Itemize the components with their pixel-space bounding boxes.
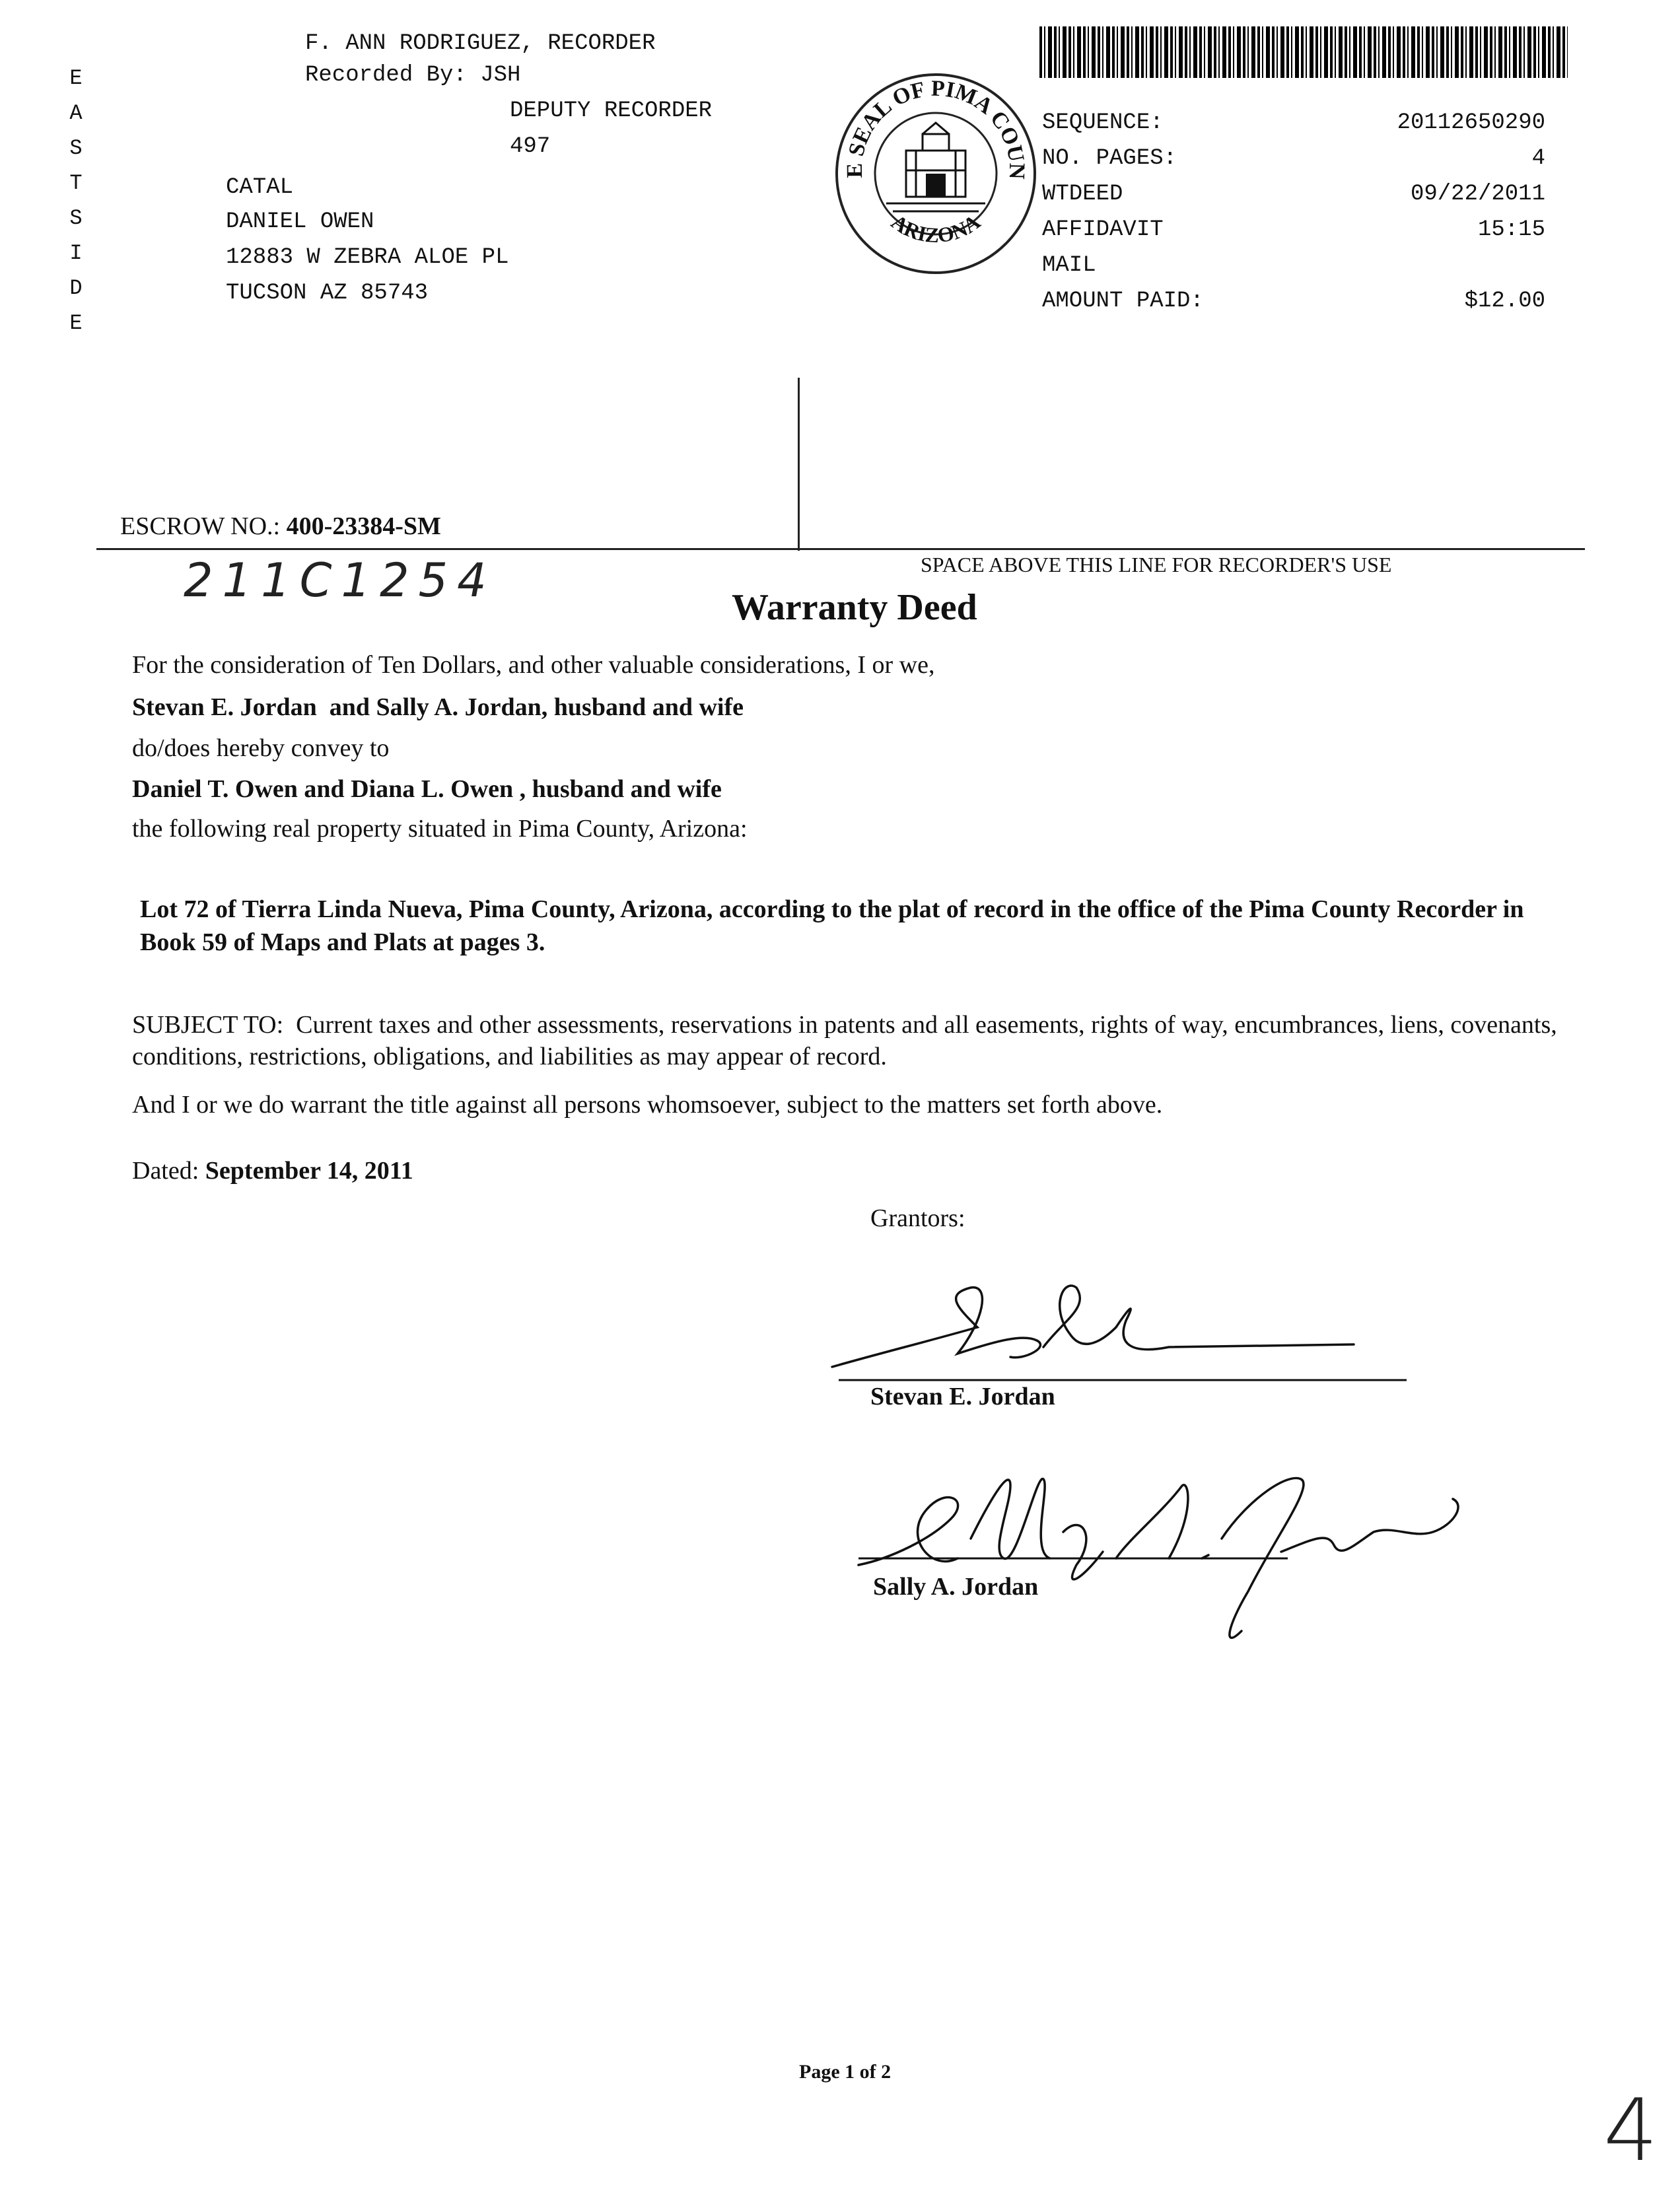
signer2-name: Sally A. Jordan xyxy=(873,1573,1039,1601)
recording-label-affidavit: AFFIDAVIT xyxy=(1042,217,1164,242)
mail-city: TUCSON AZ 85743 xyxy=(226,281,429,306)
mail-name: DANIEL OWEN xyxy=(226,209,374,234)
recording-value-sequence: 20112650290 xyxy=(1397,110,1545,135)
escrow-number xyxy=(120,511,441,541)
recording-label-doctype: WTDEED xyxy=(1042,182,1123,207)
recording-value-time: 15:15 xyxy=(1477,217,1545,242)
escrow-label: ESCROW NO.: xyxy=(120,512,287,540)
recording-value-amount: $12.00 xyxy=(1464,289,1545,314)
subject-to-text: SUBJECT TO: Current taxes and other assessments, reservations in patents and all easements, rights of way, encumbrances, liens, covenants, conditions, restrictions, obligations, and liabilities as may appear of record. xyxy=(132,1011,1564,1070)
handwritten-page-count: 4 xyxy=(1603,2080,1658,2180)
dated-label: Dated: xyxy=(132,1157,205,1185)
header-divider-vertical xyxy=(798,378,800,551)
recorder-use-label: SPACE ABOVE THIS LINE FOR RECORDER'S USE xyxy=(921,553,1392,576)
side-letter: T xyxy=(69,171,83,195)
recording-label-amount: AMOUNT PAID: xyxy=(1042,289,1204,314)
seal-bottom-text: ARIZONA xyxy=(887,209,985,248)
handwritten-file-number: 211C1254 xyxy=(184,553,496,608)
side-letter: E xyxy=(69,66,83,90)
deputy-recorder: DEPUTY RECORDER xyxy=(510,98,713,123)
recording-value-date: 09/22/2011 xyxy=(1410,182,1545,207)
signature-sally xyxy=(852,1459,1473,1657)
recorder-name: F. ANN RODRIGUEZ, RECORDER xyxy=(305,31,656,56)
side-letter: I xyxy=(69,241,83,265)
side-letter: S xyxy=(69,206,83,230)
page-number: Page 1 of 2 xyxy=(799,2061,892,2083)
grantees-names: Daniel T. Owen and Diana L. Owen , husband and wife xyxy=(132,775,722,803)
mail-code: CATAL xyxy=(226,175,294,200)
dated-line xyxy=(132,1156,413,1186)
side-letter: S xyxy=(69,136,83,160)
grantors-names: Stevan E. Jordan and Sally A. Jordan, husband and wife xyxy=(132,693,744,721)
property-intro: the following real property situated in Pima County, Arizona: xyxy=(132,815,748,843)
deputy-number: 497 xyxy=(510,134,551,159)
convey-text: do/does hereby convey to xyxy=(132,734,390,762)
recording-label-sequence: SEQUENCE: xyxy=(1042,110,1164,135)
side-vertical-label xyxy=(66,61,86,341)
county-seal xyxy=(833,71,1038,276)
recorded-by: Recorded By: JSH xyxy=(305,63,521,88)
recording-label-mail: MAIL xyxy=(1042,253,1096,278)
mail-street: 12883 W ZEBRA ALOE PL xyxy=(226,245,509,270)
legal-description: Lot 72 of Tierra Linda Nueva, Pima County, Arizona, according to the plat of record in the office of the Pima County Recorder in Book 59 of Maps and Plats at pages 3. xyxy=(140,895,1524,956)
grantors-label: Grantors: xyxy=(870,1204,965,1232)
signer1-name: Stevan E. Jordan xyxy=(870,1383,1055,1410)
signature-stevan xyxy=(825,1281,1420,1387)
escrow-value: 400-23384-SM xyxy=(286,512,441,540)
side-letter: E xyxy=(69,311,83,335)
recording-label-pages: NO. PAGES: xyxy=(1042,146,1177,171)
deed-title: Warranty Deed xyxy=(732,587,977,628)
dated-value: September 14, 2011 xyxy=(205,1157,413,1185)
warranty-text: And I or we do warrant the title against all persons whomsoever, subject to the matters set forth above. xyxy=(132,1091,1163,1119)
barcode xyxy=(1039,26,1568,78)
recorder-use-rule xyxy=(96,548,1585,550)
recording-value-pages: 4 xyxy=(1531,146,1545,171)
consideration-text: For the consideration of Ten Dollars, and other valuable considerations, I or we, xyxy=(132,651,935,679)
side-letter: A xyxy=(69,101,83,125)
seal-top-text: E SEAL OF PIMA COUN xyxy=(842,76,1030,180)
side-letter: D xyxy=(69,276,83,300)
